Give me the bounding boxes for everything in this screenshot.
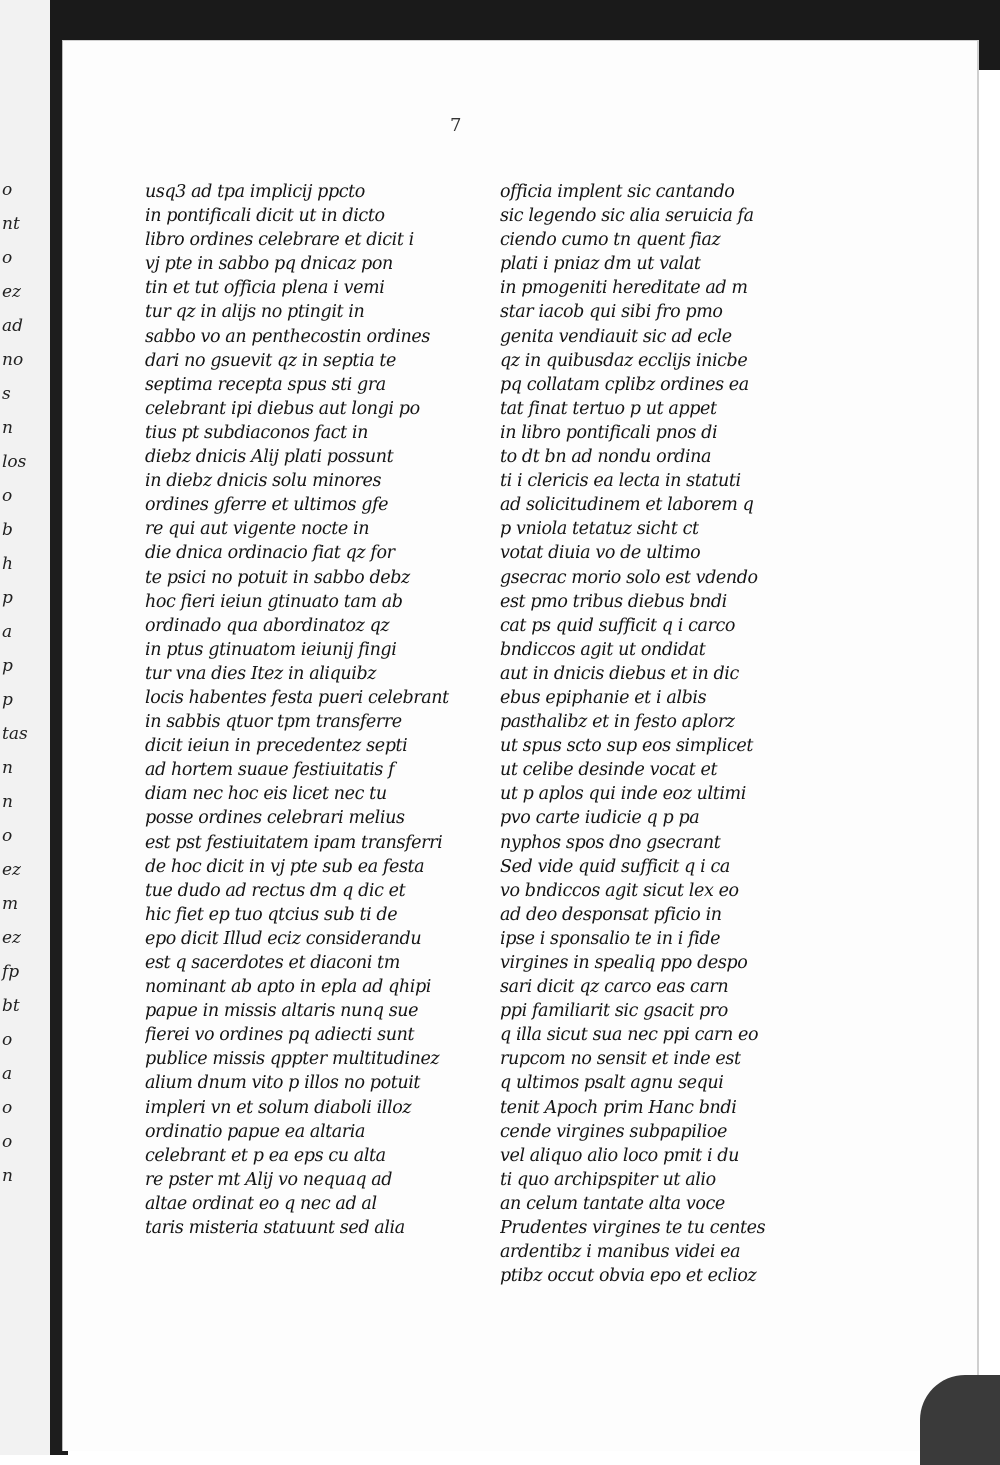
manuscript-line: est pmo tribus diebus bndi: [500, 591, 727, 612]
previous-page-fragment: b: [2, 520, 13, 540]
previous-page-fragment: nt: [2, 214, 20, 234]
manuscript-line: p vniola tetatuz sicht ct: [500, 519, 699, 540]
folio-mark: 7: [450, 115, 462, 136]
manuscript-line: fierei vo ordines pq adiecti sunt: [145, 1025, 415, 1046]
manuscript-line: nominant ab apto in epla ad qhipi: [145, 977, 431, 998]
manuscript-line: ipse i sponsalio te in i fide: [500, 928, 721, 949]
previous-page-fragment: n: [2, 1166, 13, 1186]
manuscript-line: celebrant ipi diebus aut longi po: [145, 398, 420, 419]
manuscript-line: to dt bn ad nondu ordina: [500, 447, 712, 468]
previous-page-fragment: ez: [2, 860, 22, 880]
manuscript-line: in libro pontificali pnos di: [500, 422, 718, 443]
manuscript-line: taris misteria statuunt sed alia: [145, 1218, 405, 1239]
previous-page-fragment: los: [2, 452, 27, 472]
thumb-holding-page: [920, 1375, 1000, 1465]
manuscript-line: officia implent sic cantando: [500, 182, 735, 202]
manuscript-line: ut p aplos qui inde eoz ultimi: [500, 784, 746, 805]
previous-page-fragment: o: [2, 1030, 13, 1050]
previous-page-fragment: n: [2, 418, 13, 438]
manuscript-line: tur qz in alijs no ptingit in: [145, 302, 365, 323]
previous-page-fragment: o: [2, 1132, 13, 1152]
manuscript-line: sabbo vo an penthecostin ordines: [145, 326, 430, 347]
manuscript-line: ut spus scto sup eos simplicet: [500, 736, 753, 757]
manuscript-line: in sabbis qtuor tpm transferre: [145, 712, 402, 733]
manuscript-line: plati i pniaz dm ut valat: [500, 254, 701, 275]
manuscript-line: ebus epiphanie et i albis: [500, 687, 707, 708]
manuscript-line: gsecrac morio solo est vdendo: [500, 567, 758, 588]
previous-page-fragment: o: [2, 486, 13, 506]
manuscript-line: ad deo desponsat pficio in: [500, 904, 722, 925]
previous-page-fragment: ez: [2, 928, 22, 948]
manuscript-line: ardentibz i manibus videi ea: [500, 1242, 741, 1263]
manuscript-line: in pmogeniti hereditate ad m: [500, 278, 748, 299]
manuscript-line: Sed vide quid sufficit q i ca: [500, 856, 730, 877]
manuscript-line: cende virgines subpapilioe: [500, 1121, 727, 1142]
manuscript-line: dari no gsuevit qz in septia te: [145, 350, 396, 371]
manuscript-line: locis habentes festa pueri celebrant: [145, 687, 449, 708]
previous-page-fragment: p: [2, 690, 13, 710]
previous-page-fragment: n: [2, 792, 13, 812]
manuscript-line: bndiccos agit ut ondidat: [500, 639, 706, 660]
manuscript-line: in pontificali dicit ut in dicto: [145, 206, 385, 227]
previous-page-fragment: o: [2, 1098, 13, 1118]
previous-page-fragment: o: [2, 180, 13, 200]
previous-page-fragment: p: [2, 588, 13, 608]
manuscript-line: cat ps quid sufficit q i carco: [500, 615, 736, 636]
manuscript-line: ad hortem suaue festiuitatis f: [145, 760, 395, 781]
manuscript-line: ti quo archipspiter ut alio: [500, 1169, 716, 1190]
manuscript-line: in ptus gtinuatom ieiunij fingi: [145, 639, 397, 660]
previous-page-fragment: o: [2, 248, 13, 268]
previous-page-fragment: p: [2, 656, 13, 676]
manuscript-line: septima recepta spus sti gra: [145, 374, 386, 395]
manuscript-line: star iacob qui sibi fro pmo: [500, 302, 723, 323]
manuscript-line: est pst festiuitatem ipam transferri: [145, 832, 443, 853]
previous-page-fragment: h: [2, 554, 13, 574]
manuscript-line: die dnica ordinacio fiat qz for: [145, 543, 395, 564]
manuscript-line: publice missis qppter multitudinez: [145, 1049, 440, 1070]
previous-page-fragment: a: [2, 622, 13, 642]
manuscript-line: impleri vn et solum diaboli illoz: [145, 1097, 412, 1118]
manuscript-line: te psici no potuit in sabbo debz: [145, 567, 410, 588]
manuscript-line: ad solicitudinem et laborem q: [500, 495, 754, 516]
manuscript-line: aut in dnicis diebus et in dic: [500, 663, 739, 684]
manuscript-line: vel aliquo alio loco pmit i du: [500, 1145, 739, 1166]
manuscript-line: ppi familiarit sic gsacit pro: [500, 1001, 728, 1022]
manuscript-line: altae ordinat eo q nec ad al: [145, 1193, 377, 1214]
manuscript-line: ordinatio papue ea altaria: [145, 1121, 366, 1142]
manuscript-line: pq collatam cplibz ordines ea: [500, 374, 749, 395]
manuscript-line: vo bndiccos agit sicut lex eo: [500, 880, 739, 901]
manuscript-line: diebz dnicis Alij plati possunt: [145, 447, 394, 468]
left-text-column: [145, 180, 465, 1240]
manuscript-line: vj pte in sabbo pq dnicaz pon: [145, 254, 393, 275]
previous-page-fragment: n: [2, 758, 13, 778]
manuscript-line: tin et tut officia plena i vemi: [145, 278, 385, 299]
manuscript-line: tenit Apoch prim Hanc bndi: [500, 1097, 737, 1118]
previous-page-fragment: s: [2, 384, 11, 404]
previous-page-fragment: o: [2, 826, 13, 846]
manuscript-line: Prudentes virgines te tu centes: [500, 1218, 766, 1239]
manuscript-line: ut celibe desinde vocat et: [500, 760, 718, 781]
manuscript-line: diam nec hoc eis licet nec tu: [145, 784, 387, 805]
manuscript-line: ptibz occut obvia epo et eclioz: [500, 1266, 757, 1287]
previous-page-fragment: m: [2, 894, 19, 914]
previous-page-fragment: ez: [2, 282, 22, 302]
manuscript-line: usq3 ad tpa implicij ppcto: [145, 182, 365, 202]
manuscript-line: celebrant et p ea eps cu alta: [145, 1145, 386, 1166]
manuscript-line: pvo carte iudicie q p pa: [500, 808, 700, 829]
manuscript-line: sic legendo sic alia seruicia fa: [500, 206, 754, 227]
manuscript-line: nyphos spos dno gsecrant: [500, 832, 721, 853]
manuscript-line: epo dicit Illud eciz considerandu: [145, 928, 422, 949]
previous-page-fragment: no: [2, 350, 24, 370]
manuscript-line: tur vna dies Itez in aliquibz: [145, 663, 377, 684]
previous-page-fragment: fp: [2, 962, 20, 982]
manuscript-line: an celum tantate alta voce: [500, 1193, 725, 1214]
manuscript-line: q ultimos psalt agnu sequi: [500, 1073, 724, 1094]
manuscript-line: ordinado qua abordinatoz qz: [145, 615, 390, 636]
manuscript-line: re qui aut vigente nocte in: [145, 519, 370, 540]
manuscript-line: q illa sicut sua nec ppi carn eo: [500, 1025, 759, 1046]
previous-page-fragment: a: [2, 1064, 13, 1084]
manuscript-line: virgines in spealiq ppo despo: [500, 953, 748, 973]
manuscript-line: tius pt subdiaconos fact in: [145, 422, 368, 443]
manuscript-line: re pster mt Alij vo nequaq ad: [145, 1169, 393, 1190]
manuscript-line: qz in quibusdaz ecclijs inicbe: [500, 350, 748, 371]
manuscript-line: posse ordines celebrari melius: [145, 808, 405, 829]
manuscript-line: sari dicit qz carco eas carn: [500, 977, 729, 998]
manuscript-line: hic fiet ep tuo qtcius sub ti de: [145, 904, 398, 925]
manuscript-line: genita vendiauit sic ad ecle: [500, 326, 732, 347]
previous-page-fragment: bt: [2, 996, 20, 1016]
manuscript-line: pasthalibz et in festo aplorz: [500, 712, 735, 733]
manuscript-line: votat diuia vo de ultimo: [500, 543, 701, 564]
previous-page-fragment: tas: [2, 724, 28, 744]
manuscript-line: ordines gferre et ultimos gfe: [145, 495, 389, 516]
right-text-column: [500, 180, 800, 1288]
manuscript-line: alium dnum vito p illos no potuit: [145, 1073, 421, 1094]
manuscript-line: ti i clericis ea lecta in statuti: [500, 471, 741, 492]
manuscript-line: ciendo cumo tn quent fiaz: [500, 230, 721, 251]
previous-page-fragment: ad: [2, 316, 24, 336]
manuscript-line: hoc fieri ieiun gtinuato tam ab: [145, 591, 403, 612]
manuscript-line: dicit ieiun in precedentez septi: [145, 736, 408, 757]
manuscript-line: papue in missis altaris nunq sue: [145, 1001, 419, 1022]
manuscript-line: rupcom no sensit et inde est: [500, 1049, 741, 1070]
manuscript-line: est q sacerdotes et diaconi tm: [145, 953, 400, 973]
manuscript-line: tue dudo ad rectus dm q dic et: [145, 880, 406, 901]
manuscript-line: in diebz dnicis solu minores: [145, 471, 382, 492]
manuscript-line: de hoc dicit in vj pte sub ea festa: [145, 856, 425, 877]
manuscript-line: tat finat tertuo p ut appet: [500, 398, 717, 419]
manuscript-line: libro ordines celebrare et dicit i: [145, 230, 414, 251]
